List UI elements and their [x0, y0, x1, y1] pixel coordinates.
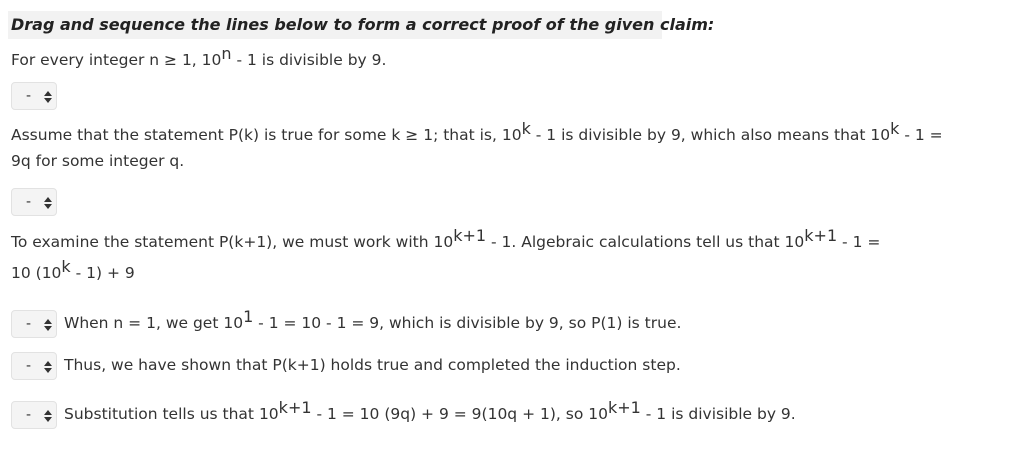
- item-text-b: - 1 = 10 - 1 = 9, which is divisible by 9, so P(1) is true.: [253, 314, 682, 332]
- claim-text-end: - 1 is divisible by 9.: [231, 51, 387, 69]
- assume-text-b: - 1 is divisible by 9, which also means that 10: [530, 126, 891, 144]
- item-select-1[interactable]: [11, 310, 57, 338]
- select-value: -: [26, 316, 32, 332]
- sort-arrows-icon: [44, 361, 52, 373]
- claim-line: [11, 44, 387, 73]
- examine-text-d: 10 (10: [11, 264, 62, 282]
- assume-exponent-2: k: [890, 119, 900, 138]
- examine-text-a: To examine the statement P(k+1), we must work with 10: [11, 233, 454, 251]
- draggable-item-substitution[interactable]: [64, 398, 796, 427]
- examine-exponent-1: k+1: [453, 226, 487, 245]
- item-text-a: Thus, we have shown that P(k+1) holds true and completed the induction step.: [64, 356, 681, 374]
- item-select-2[interactable]: [11, 352, 57, 380]
- item-exponent-1: k+1: [278, 398, 312, 417]
- examine-text-b: - 1. Algebraic calculations tell us that 10: [486, 233, 805, 251]
- assume-line-1: [11, 119, 943, 148]
- item-text-a: When n = 1, we get 10: [64, 314, 244, 332]
- claim-text: For every integer n ≥ 1, 10: [11, 51, 222, 69]
- item-text-a: Substitution tells us that 10: [64, 405, 279, 423]
- item-select-3[interactable]: [11, 401, 57, 429]
- item-exponent-2: k+1: [607, 398, 641, 417]
- sequence-select-2[interactable]: [11, 188, 57, 216]
- examine-exponent-2: k+1: [804, 226, 838, 245]
- examine-text-e: - 1) + 9: [70, 264, 135, 282]
- examine-line-2: [11, 257, 135, 286]
- select-value: -: [26, 88, 32, 104]
- select-value: -: [26, 407, 32, 423]
- assume-text-a: Assume that the statement P(k) is true for some k ≥ 1; that is, 10: [11, 126, 522, 144]
- claim-exponent: n: [221, 44, 232, 63]
- examine-text-c: - 1 =: [837, 233, 881, 251]
- draggable-item-base-case[interactable]: [64, 307, 682, 336]
- item-exponent: 1: [243, 307, 254, 326]
- select-value: -: [26, 194, 32, 210]
- instruction-text: Drag and sequence the lines below to form a correct proof of the given claim:: [11, 15, 715, 34]
- instruction-banner: [8, 11, 715, 39]
- sort-arrows-icon: [44, 319, 52, 331]
- assume-text-c: - 1 =: [899, 126, 943, 144]
- sequence-select-1[interactable]: [11, 82, 57, 110]
- sort-arrows-icon: [44, 91, 52, 103]
- item-text-b: - 1 = 10 (9q) + 9 = 9(10q + 1), so 10: [311, 405, 608, 423]
- item-text-c: - 1 is divisible by 9.: [640, 405, 796, 423]
- assume-exponent-1: k: [521, 119, 531, 138]
- examine-exponent-3: k: [61, 257, 71, 276]
- examine-line-1: [11, 226, 881, 255]
- select-value: -: [26, 358, 32, 374]
- sort-arrows-icon: [44, 197, 52, 209]
- assume-line-2: 9q for some integer q.: [11, 152, 185, 170]
- sort-arrows-icon: [44, 410, 52, 422]
- draggable-item-conclusion[interactable]: [64, 352, 681, 378]
